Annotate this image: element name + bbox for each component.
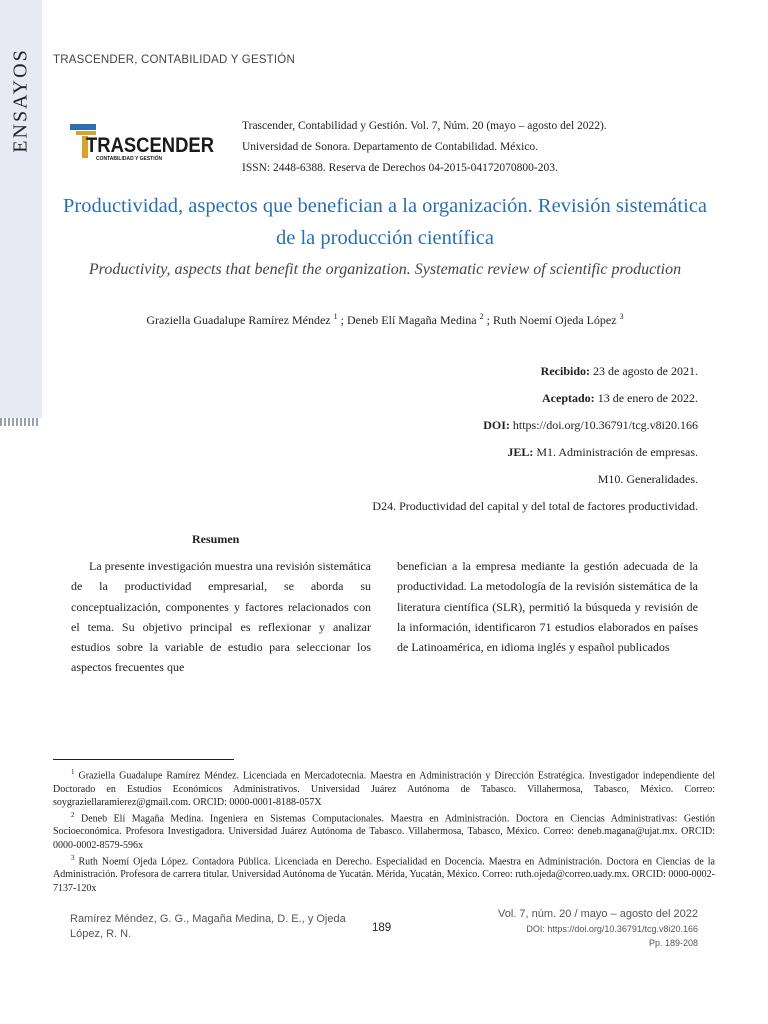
- abstract-left-column: La presente investigación muestra una revisión sistemática de la productividad empresarial, se aborda su conceptualización, componentes y factores relacionados con el tema. Su objetivo principal es reflexionar y analizar estudios sobre la variable de estudio para seleccionar los aspectos frecuentes que: [71, 559, 371, 675]
- accepted-date: [372, 385, 698, 412]
- journal-header: TRASCENDER, CONTABILIDAD Y GESTIÓN: [53, 54, 295, 66]
- footnote-mark: 2: [71, 810, 75, 819]
- doi: [372, 412, 698, 439]
- meta-line-university: Universidad de Sonora. Departamento de Contabilidad. México.: [242, 141, 539, 153]
- jel-label: JEL:: [507, 445, 534, 459]
- page-number: 189: [372, 922, 392, 934]
- author-name: Ruth Noemí Ojeda López: [492, 313, 617, 327]
- footnote-mark: 3: [71, 853, 75, 862]
- author-mark: 3: [619, 312, 624, 321]
- section-label: [2, 48, 40, 153]
- meta-line-issn: ISSN: 2448-6388. Reserva de Derechos 04-2015-04172070800-203.: [242, 162, 558, 174]
- journal-meta: [242, 116, 607, 179]
- sidebar-stripes: [0, 418, 38, 426]
- article-subtitle: Productivity, aspects that benefit the organization. Systematic review of scientific production: [88, 261, 682, 278]
- section-sidebar: [0, 0, 42, 418]
- footnotes: [53, 766, 715, 895]
- footer-pages: Pp. 189-208: [648, 938, 698, 948]
- footnote: [53, 809, 715, 852]
- author-name: Graziella Guadalupe Ramírez Méndez: [146, 313, 331, 327]
- received-date: [372, 358, 698, 385]
- logo-bar-blue: [70, 124, 96, 130]
- author-mark: 2: [479, 312, 484, 321]
- footnote-text: Ruth Noemí Ojeda López. Contadora Pública. Licenciada en Derecho. Especialidad en Docencia. Maestra en Administración. Doctora en Ciencias de la Administración. Profesora de carrera titular. Universidad Autónoma de Yucatán. Mérida, Yucatán, México. Correo: ruth.ojeda@correo.uady.mx. ORCID: 0000-0002-7137-120x: [53, 856, 715, 894]
- doi-label: DOI:: [483, 418, 510, 432]
- author-list: Graziella Guadalupe Ramírez Méndez $^1$ ; Deneb Elí Magaña Medina $^2$ ; Ruth Noemí Ojeda López $^3$: [146, 312, 624, 327]
- article-dates: [372, 358, 698, 520]
- author-name: Deneb Elí Magaña Medina: [346, 313, 477, 327]
- author-mark: 1: [333, 312, 338, 321]
- footnote: [53, 766, 715, 809]
- received-label: Recibido:: [540, 364, 591, 378]
- section-label-text: ENSAYOS: [9, 48, 32, 153]
- received-value: 23 de agosto de 2021.: [593, 364, 698, 378]
- footer-citation: Ramírez Méndez, G. G., Magaña Medina, D. E., y Ojeda López, R. N.: [70, 913, 346, 940]
- footer-doi[interactable]: DOI: https://doi.org/10.36791/tcg.v8i20.166: [526, 924, 698, 934]
- meta-line-citation: Trascender, Contabilidad y Gestión. Vol. 7, Núm. 20 (mayo – agosto del 2022).: [242, 120, 607, 132]
- doi-link[interactable]: https://doi.org/10.36791/tcg.v8i20.166: [512, 418, 698, 432]
- journal-logo: [70, 122, 216, 166]
- footer-volume: Vol. 7, núm. 20 / mayo – agosto del 2022: [498, 908, 698, 920]
- footnote-text: Deneb Elí Magaña Medina. Ingeniera en Sistemas Computacionales. Maestra en Administración. Doctora en Ciencias Administrativas: Gestión Socioeconómica. Profesora Investigadora. Universidad Juárez Autónoma de Tabasco. Villahermosa, Tabasco, México. Correo: deneb.magana@ujat.mx. ORCID: 0000-0002-8579-596x: [53, 813, 716, 851]
- logo-tagline: CONTABILIDAD Y GESTIÓN: [96, 156, 163, 162]
- jel-code-3: D24. Productividad del capital y del total de factores productividad.: [372, 499, 698, 513]
- abstract-right-column: benefician a la empresa mediante la gestión adecuada de la productividad. La metodología de la revisión sistemática de la literatura científica (SLR), permitió la búsqueda y revisión de la información, identificaron 71 estudios elaborados en países de Latinoamérica, en idioma inglés y español publicados: [397, 559, 698, 655]
- footnote: [53, 852, 715, 895]
- jel-value: M1. Administración de empresas.: [536, 445, 698, 459]
- accepted-label: Aceptado:: [542, 391, 595, 405]
- accepted-value: 13 de enero de 2022.: [597, 391, 698, 405]
- footnote-mark: 1: [71, 768, 75, 776]
- jel-code-2: M10. Generalidades.: [597, 472, 698, 486]
- footer-issue-info: [498, 906, 698, 950]
- article-title: Productividad, aspectos que benefician a la organización. Revisión sistemática de la producción científica: [62, 195, 708, 249]
- footnote-text: Graziella Guadalupe Ramírez Méndez. Licenciada en Mercadotecnia. Maestra en Administración y Dirección Estratégica. Investigador independiente del Doctorado en Estudios Económicos Administrativos. Universidad Juárez Autónoma de Tabasco. Villahermosa, Tabasco, México. Correo: soygraziellaramierez@gmail.com. ORCID: 0000-0001-8188-057X: [53, 770, 716, 808]
- abstract-heading: Resumen: [192, 532, 240, 546]
- jel-codes: [372, 439, 698, 466]
- logo-wordmark: TRASCENDER: [86, 134, 214, 157]
- footnote-divider: [53, 759, 234, 760]
